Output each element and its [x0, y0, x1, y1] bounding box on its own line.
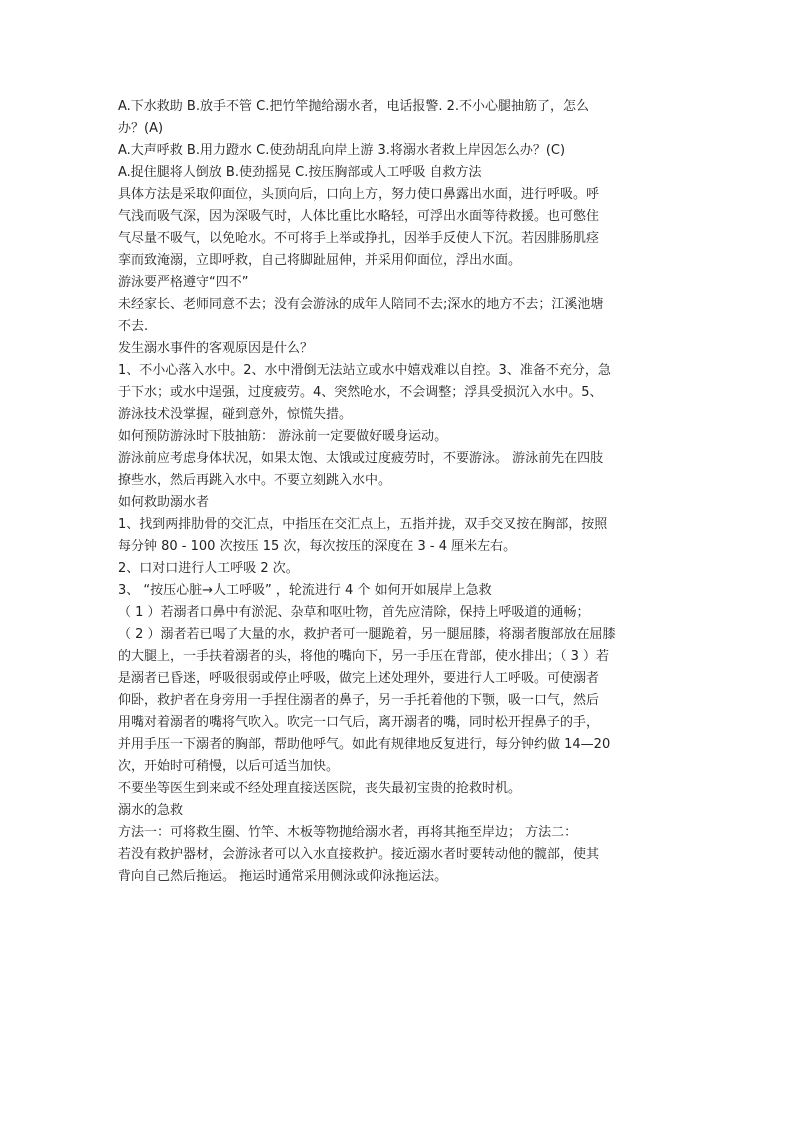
text-line: A.下水救助 B.放手不管 C.把竹竿抛给溺水者，电话报警. 2.不小心腿抽筋了，怎么 — [118, 99, 589, 114]
text-line: 溺水的急救 — [118, 803, 184, 818]
text-line: 未经家长、老师同意不去；没有会游泳的成年人陪同不去;深水的地方不去；江溪池塘 — [118, 297, 604, 312]
text-line: 次，开始时可稍慢，以后可适当加快。 — [118, 759, 340, 774]
text-line: 游泳要严格遵守“四不” — [118, 275, 249, 290]
text-line: 气浅而吸气深，因为深吸气时，人体比重比水略轻，可浮出水面等待救援。也可憋住 — [118, 209, 600, 224]
text-line: A.大声呼救 B.用力蹬水 C.使劲胡乱向岸上游 3.将溺水者救上岸因怎么办？(C) — [118, 143, 566, 158]
text-line: 不要坐等医生到来或不经处理直接送医院，丧失最初宝贵的抢救时机。 — [118, 781, 522, 796]
text-line: 用嘴对着溺者的嘴将气吹入。吹完一口气后，离开溺者的嘴，同时松开捏鼻子的手， — [118, 715, 600, 730]
text-line: 背向自己然后拖运。 拖运时通常采用侧泳或仰泳拖运法。 — [118, 869, 448, 884]
text-line: 3、 “按压心脏→人工呼吸” ，轮流进行 4 个 如何开如展岸上急救 — [118, 583, 492, 598]
text-line: 办？(A) — [118, 121, 164, 136]
text-line: 气尽量不吸气，以免呛水。不可将手上举或挣扎，因举手反使人下沉。若因腓肠肌痉 — [118, 231, 600, 246]
text-line: 若没有救护器材，会游泳者可以入水直接救护。接近溺水者时要转动他的髋部，使其 — [118, 847, 600, 862]
text-line: 于下水；或水中逞强，过度疲劳。4、突然呛水，不会调整；浮具受损沉入水中。5、 — [118, 385, 603, 400]
text-line: A.捉住腿将人倒放 B.使劲摇晃 C.按压胸部或人工呼吸 自救方法 — [118, 165, 482, 180]
text-line: 具体方法是采取仰面位，头顶向后，口向上方，努力使口鼻露出水面，进行呼吸。呼 — [118, 187, 600, 202]
text-line: 方法一：可将救生圈、竹竿、木板等物抛给溺水者，再将其拖至岸边； 方法二： — [118, 825, 578, 840]
text-line: 游泳前应考虑身体状况，如果太饱、太饿或过度疲劳时，不要游泳。 游泳前先在四肢 — [118, 451, 604, 466]
text-line: 的大腿上，一手扶着溺者的头，将他的嘴向下，另一手压在背部，使水排出；（ 3 ）若 — [118, 649, 610, 664]
text-line: 如何救助溺水者 — [118, 495, 210, 510]
text-line: 是溺者已昏迷，呼吸很弱或停止呼吸，做完上述处理外，要进行人工呼吸。可使溺者 — [118, 671, 600, 686]
text-line: 1、不小心落入水中。2、水中滑倒无法站立或水中嬉戏难以自控。3、准备不充分，急 — [118, 363, 611, 378]
text-line: 如何预防游泳时下肢抽筋： 游泳前一定要做好暖身运动。 — [118, 429, 448, 444]
text-line: （ 2 ）溺者若已喝了大量的水，救护者可一腿跪着，另一腿屈膝，将溺者腹部放在屈膝 — [118, 627, 616, 642]
text-line: 发生溺水事件的客观原因是什么？ — [118, 341, 314, 356]
text-line: 仰卧，救护者在身旁用一手捏住溺者的鼻子，另一手托着他的下颚，吸一口气，然后 — [118, 693, 600, 708]
text-line: 不去. — [118, 319, 149, 334]
document-body — [118, 96, 678, 888]
text-line: 2、口对口进行人工呼吸 2 次。 — [118, 561, 299, 576]
text-line: 并用手压一下溺者的胸部，帮助他呼气。如此有规律地反复进行，每分钟约做 14—20 — [118, 737, 611, 752]
text-line: 1、找到两排肋骨的交汇点，中指压在交汇点上，五指并拢，双手交叉按在胸部，按照 — [118, 517, 608, 532]
text-line: （ 1 ）若溺者口鼻中有淤泥、杂草和呕吐物，首先应清除，保持上呼吸道的通畅； — [118, 605, 590, 620]
text-line: 撩些水，然后再跳入水中。不要立刻跳入水中。 — [118, 473, 392, 488]
text-line: 游泳技术没掌握，碰到意外，惊慌失措。 — [118, 407, 353, 422]
text-line: 挛而致淹溺，立即呼救，自己将脚趾屈伸，并采用仰面位，浮出水面。 — [118, 253, 522, 268]
text-line: 每分钟 80 - 100 次按压 15 次，每次按压的深度在 3 - 4 厘米左右。 — [118, 539, 517, 554]
